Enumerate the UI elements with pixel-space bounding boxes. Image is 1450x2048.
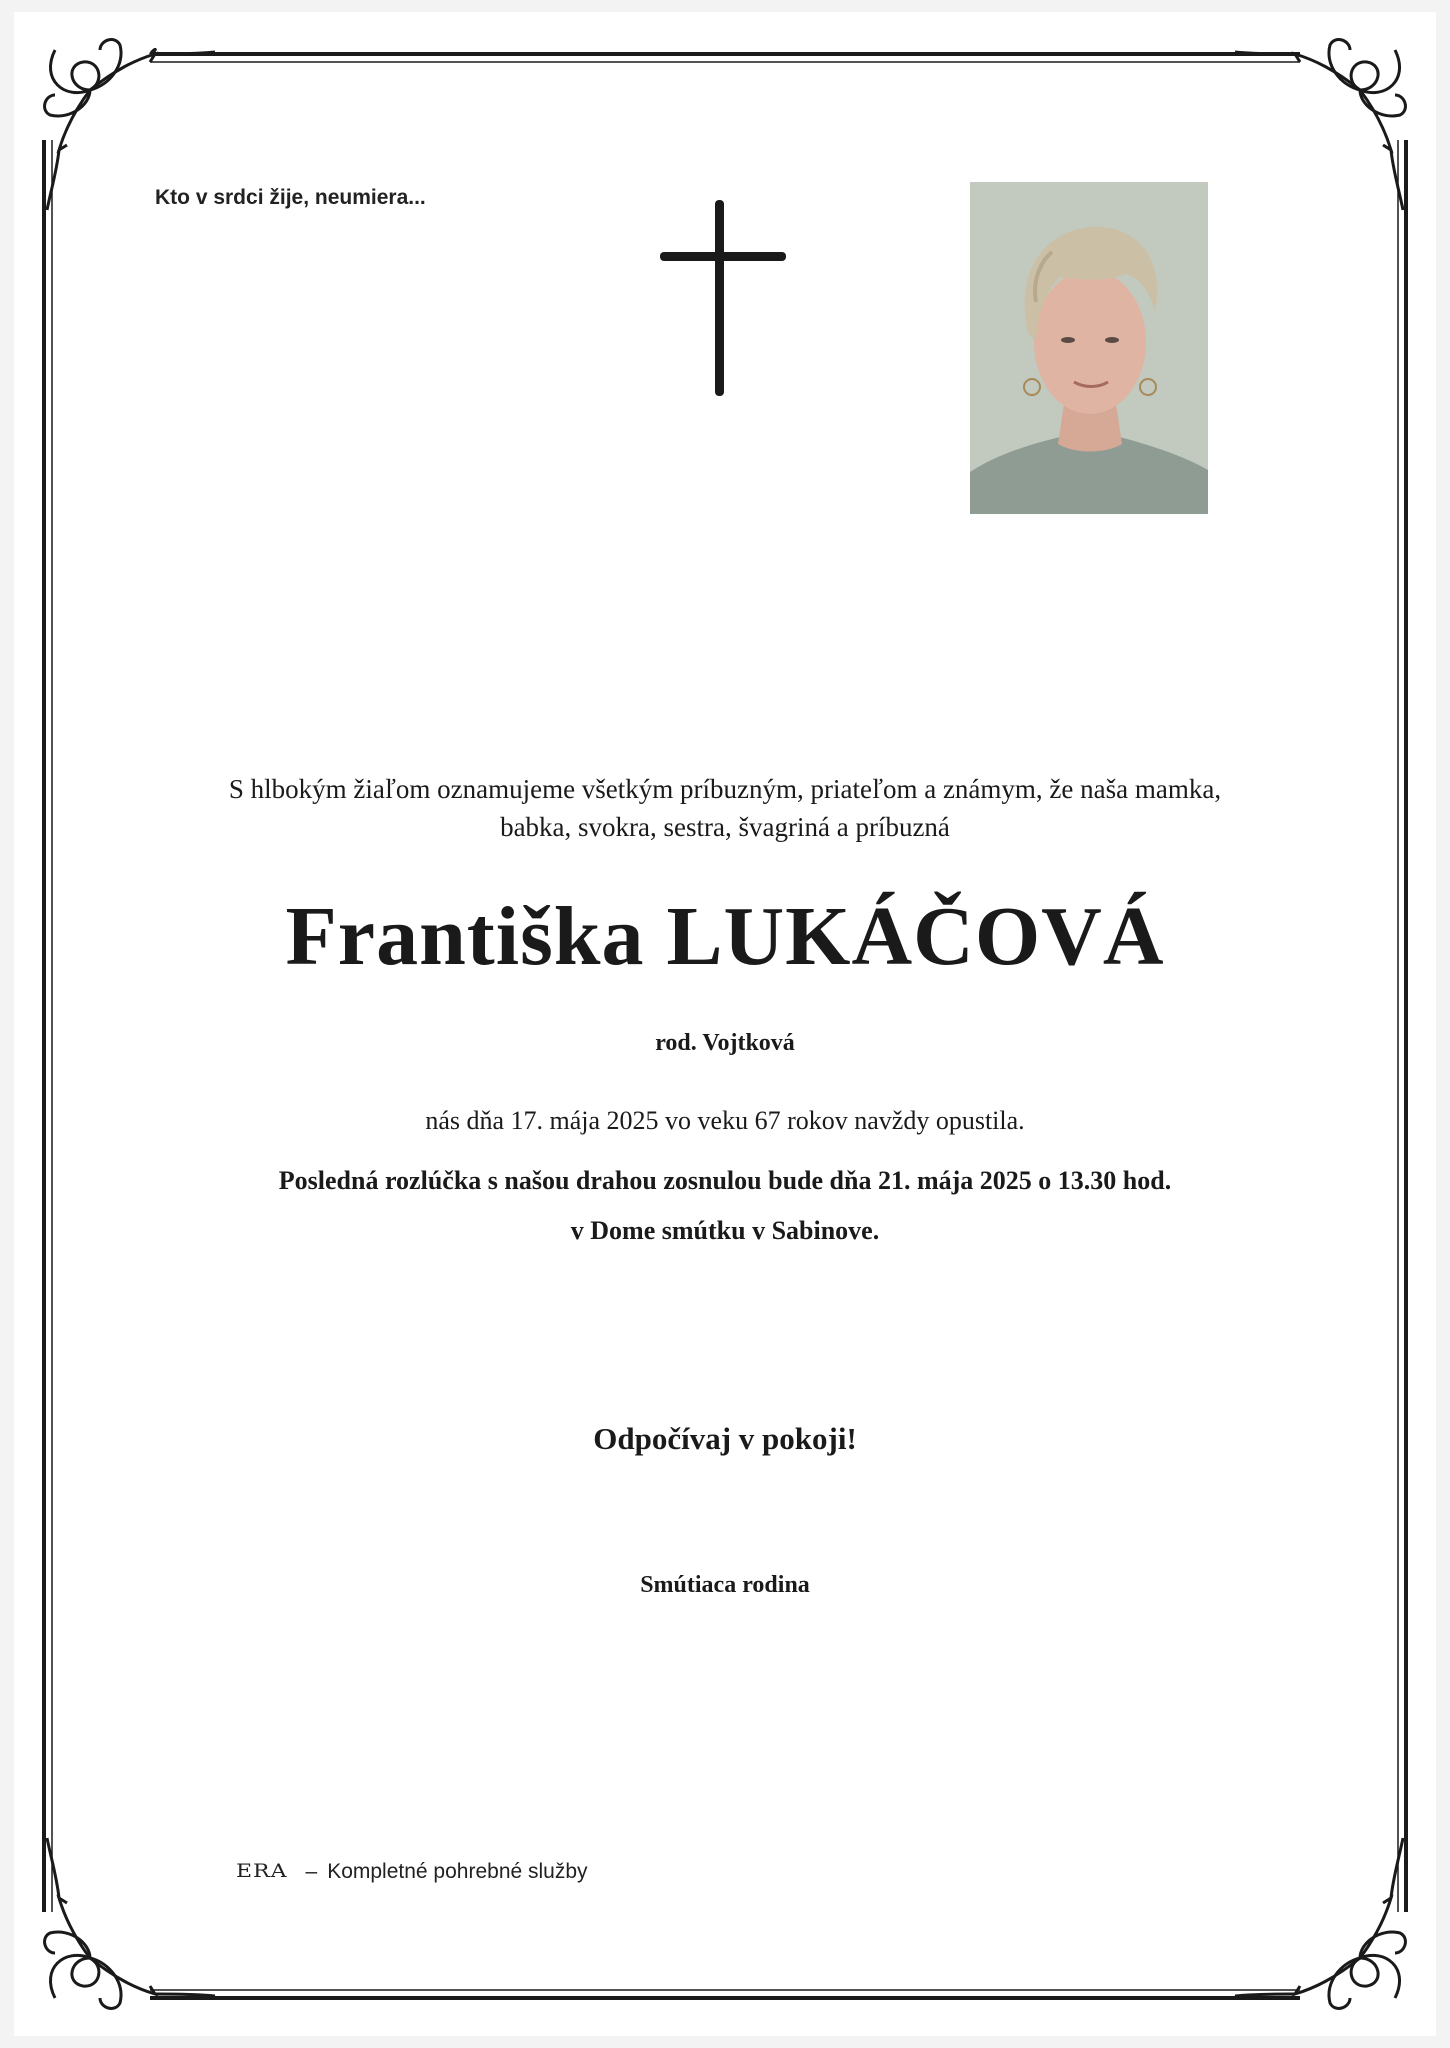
death-notice: nás dňa 17. mája 2025 vo veku 67 rokov navždy opustila. bbox=[425, 1106, 1025, 1135]
portrait-photo bbox=[970, 182, 1208, 514]
funeral-details: Posledná rozlúčka s našou drahou zosnulou bude dňa 21. mája 2025 o 13.30 hod. bbox=[278, 1166, 1172, 1195]
signature-text: Smútiaca rodina bbox=[640, 1572, 810, 1598]
announcement-line-1: S hlbokým žiaľom oznamujeme všetkým príbuzným, priateľom a známym, že naša mamka, bbox=[228, 774, 1222, 804]
ribbon-bow-icon bbox=[1235, 1838, 1405, 2008]
deceased-name: Františka LUKÁČOVÁ bbox=[285, 890, 1165, 983]
ribbon-bow-icon bbox=[45, 40, 215, 210]
footer-dash: – bbox=[305, 1859, 318, 1883]
funeral-service-footer bbox=[236, 1859, 588, 1884]
era-logo: ERA bbox=[236, 1860, 288, 1883]
farewell-text: Odpočívaj v pokoji! bbox=[593, 1421, 857, 1456]
footer-text: Kompletné pohrebné služby bbox=[327, 1859, 588, 1883]
announcement-text bbox=[0, 770, 1450, 846]
ribbon-bow-icon bbox=[1235, 40, 1405, 210]
motto-text: Kto v srdci žije, neumiera... bbox=[155, 186, 426, 209]
maiden-name: rod. Vojtková bbox=[655, 1030, 795, 1056]
funeral-location: v Dome smútku v Sabinove. bbox=[570, 1216, 880, 1245]
ribbon-bow-icon bbox=[45, 1838, 215, 2008]
cross-icon bbox=[660, 200, 786, 396]
announcement-line-2: babka, svokra, sestra, švagriná a príbuzná bbox=[500, 812, 950, 842]
